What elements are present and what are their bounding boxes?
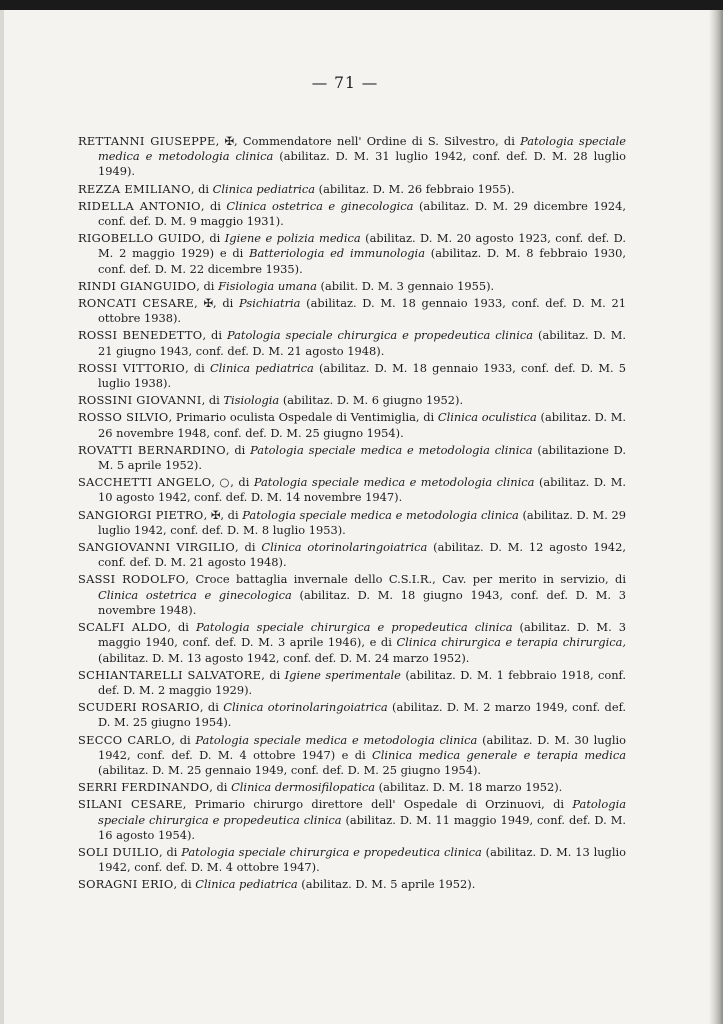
entry-details-secondary: (abilitaz. D. M. 25 gennaio 1949, conf. def. D. M. 25 giugno 1954). [98, 762, 482, 777]
entry-prefix: di [178, 620, 196, 635]
entry-prefix: di [269, 667, 285, 682]
entry-separator: , ✠, [203, 507, 228, 522]
list-item [78, 877, 626, 892]
entry-prefix: di [203, 278, 219, 293]
entry-subject-secondary: Clinica chirurgica e terapia chirurgica, [396, 635, 626, 650]
entry-separator: , [196, 278, 204, 293]
entry-subject: Patologia speciale medica e metodologia clinica [253, 475, 535, 490]
entry-details: (abilitaz. D. M. 13 luglio 1942, conf. def. D. M. 4 ottobre 1947). [98, 844, 626, 875]
list-item [78, 620, 626, 666]
entry-name: ROSSI VITTORIO [78, 360, 186, 375]
entry-prefix: di [234, 442, 251, 457]
entry-name: RIGOBELLO GUIDO [78, 231, 202, 246]
entry-name: ROSSO SILVIO [78, 410, 169, 425]
entry-details: (abilitaz. D. M. 31 luglio 1942, conf. def. D. M. 28 luglio 1949). [98, 149, 626, 179]
entry-separator: , [185, 572, 196, 587]
entry-name: SASSI RODOLFO [78, 572, 186, 587]
entry-details: (abilitaz. D. M. 26 febbraio 1955). [315, 181, 515, 196]
entry-subject: Psichiatria [239, 296, 301, 311]
entry-prefix: Primario chirurgo direttore dell' Ospedale di Orzinuovi, di [194, 797, 573, 812]
entry-prefix: di [193, 360, 210, 375]
entry-subject: Clinica pediatrica [212, 181, 316, 196]
list-item [78, 296, 626, 326]
entry-prefix: di [222, 296, 239, 311]
entry-name: RONCATI CESARE [78, 296, 195, 311]
entry-subject: Patologia speciale chirurgica e propedeutica clinica [226, 328, 534, 343]
scan-left-edge [0, 10, 4, 1024]
entry-separator: , ✠, [215, 134, 243, 148]
entry-name: SACCHETTI ANGELO [78, 475, 212, 490]
entry-prefix: di [166, 844, 182, 859]
list-item [78, 361, 626, 391]
entry-details: (abilitaz. D. M. 20 agosto 1923, conf. def. D. M. 2 maggio 1929) e di [98, 231, 626, 261]
entry-name: SOLI DUILIO [78, 844, 159, 859]
entry-subject: Clinica ostetrica e ginecologica [98, 587, 292, 602]
entry-details: (abilitaz. D. M. 10 agosto 1942, conf. def. D. M. 14 novembre 1947). [98, 475, 626, 505]
list-item [78, 700, 626, 730]
entry-prefix: di [244, 540, 262, 555]
page-number: — 71 — [311, 74, 379, 92]
entry-separator: , [200, 198, 210, 213]
entry-subject-secondary: Clinica medica generale e terapia medica [372, 747, 626, 762]
list-item [78, 231, 626, 277]
entry-name: SECCO CARLO [78, 732, 172, 747]
entry-separator: , [235, 540, 245, 555]
entry-name: SERRI FERDINANDO [78, 780, 210, 795]
entry-name: SANGIOVANNI VIRGILIO [78, 540, 236, 555]
entry-separator: , [168, 410, 176, 425]
entry-separator: , [182, 797, 195, 812]
list-item [78, 182, 626, 197]
entry-subject: Fisiologia umana [218, 278, 317, 293]
list-item [78, 328, 626, 358]
entry-separator: , [185, 360, 194, 375]
entry-details: (abilitaz. D. M. 6 giugno 1952). [279, 393, 464, 408]
entry-prefix: di [179, 732, 196, 747]
list-item [78, 475, 626, 505]
entry-prefix: Croce battaglia invernale dello C.S.I.R., Cav. per merito in servizio, di [195, 572, 626, 587]
entry-prefix: Primario oculista Ospedale di Ventimiglia, di [175, 410, 438, 425]
entry-separator: , [199, 700, 208, 715]
entry-details: (abilitaz. D. M. 18 marzo 1952). [375, 780, 563, 795]
entry-list [78, 134, 626, 895]
entry-details: (abilitaz. D. M. 1 febbraio 1918, conf. def. D. M. 2 maggio 1929). [98, 667, 626, 697]
entry-prefix: di [209, 198, 227, 213]
list-item [78, 279, 626, 294]
entry-subject: Tisiologia [223, 393, 280, 408]
list-item [78, 540, 626, 570]
entry-prefix: di [207, 700, 224, 715]
entry-separator: , ✠, [194, 296, 223, 311]
entry-details: (abilitaz. D. M. 3 maggio 1940, conf. def. D. M. 3 aprile 1946), e di [98, 620, 627, 650]
list-item [78, 572, 626, 618]
list-item [78, 199, 626, 229]
entry-separator: , [225, 442, 235, 457]
list-item [78, 508, 626, 538]
entry-details: (abilit. D. M. 3 gennaio 1955). [316, 278, 495, 293]
entry-name: SILANI CESARE [78, 797, 183, 812]
entry-subject: Igiene sperimentale [284, 667, 401, 682]
entry-subject: Patologia speciale chirurgica e propedeutica clinica [195, 620, 513, 635]
entry-details: (abilitaz. D. M. 11 maggio 1949, conf. def. D. M. 16 agosto 1954). [98, 812, 626, 842]
entry-separator: , [202, 328, 212, 343]
entry-details: (abilitaz. D. M. 5 aprile 1952). [297, 877, 476, 892]
entry-details: (abilitaz. D. M. 30 luglio 1942, conf. def. D. M. 4 ottobre 1947) e di [98, 732, 627, 762]
list-item [78, 410, 626, 440]
entry-details: (abilitaz. D. M. 21 giugno 1943, conf. def. D. M. 21 agosto 1948). [98, 328, 626, 358]
list-item [78, 797, 626, 843]
entry-prefix: di [208, 393, 224, 408]
entry-name: ROVATTI BERNARDINO [78, 442, 226, 457]
list-item [78, 443, 626, 473]
entry-details-secondary: (abilitaz. D. M. 13 agosto 1942, conf. def. D. M. 24 marzo 1952). [98, 650, 470, 665]
entry-separator: , [190, 181, 199, 196]
scan-top-border [0, 0, 723, 10]
entry-subject: Patologia speciale medica e metodologia clinica [242, 507, 519, 522]
entry-separator: , [167, 620, 178, 635]
entry-prefix: di [216, 780, 232, 795]
entry-subject: Patologia speciale medica e metodologia clinica [195, 732, 478, 747]
list-item [78, 733, 626, 779]
entry-subject: Clinica otorinolaringoiatrica [223, 700, 388, 715]
entry-prefix: di [227, 507, 243, 522]
entry-name: RINDI GIANGUIDO [78, 278, 197, 293]
entry-prefix: di [238, 475, 254, 490]
entry-subject: Clinica oculistica [437, 410, 537, 425]
entry-subject: Clinica otorinolaringoiatrica [261, 540, 428, 555]
entry-name: SANGIORGI PIETRO [78, 507, 204, 522]
entry-prefix: Commendatore nell' Ordine di S. Silvestro, di [242, 134, 521, 148]
list-item [78, 845, 626, 875]
entry-subject: Clinica pediatrica [195, 877, 298, 892]
entry-name: SCUDERI ROSARIO [78, 700, 200, 715]
entry-separator: , [201, 393, 209, 408]
entry-details-secondary: (abilitaz. D. M. 8 febbraio 1930, conf. def. D. M. 22 dicembre 1935). [98, 246, 627, 276]
entry-name: SORAGNI ERIO [78, 877, 174, 892]
entry-separator: , [209, 780, 217, 795]
entry-separator: , ○, [211, 475, 239, 490]
entry-details: (abilitazione D. M. 5 aprile 1952). [98, 442, 627, 473]
list-item [78, 780, 626, 795]
entry-subject-secondary: Batteriologia ed immunologia [249, 246, 425, 261]
entry-details: (abilitaz. D. M. 18 gennaio 1933, conf. def. D. M. 21 ottobre 1938). [98, 296, 626, 326]
entry-prefix: di [211, 328, 227, 343]
entry-separator: , [171, 732, 180, 747]
entry-details: (abilitaz. D. M. 29 luglio 1942, conf. def. D. M. 8 luglio 1953). [98, 507, 626, 537]
entry-subject: Patologia speciale medica e metodologia clinica [250, 442, 533, 457]
entry-separator: , [173, 877, 181, 892]
entry-separator: , [201, 231, 210, 246]
entry-prefix: di [209, 231, 225, 246]
entry-details: (abilitaz. D. M. 29 dicembre 1924, conf. def. D. M. 9 maggio 1931). [98, 198, 626, 229]
entry-name: SCHIANTARELLI SALVATORE [78, 667, 262, 682]
entry-subject: Patologia speciale chirurgica e propedeutica clinica [181, 844, 482, 859]
list-item [78, 134, 626, 180]
entry-details: (abilitaz. D. M. 18 giugno 1943, conf. def. D. M. 3 novembre 1948). [98, 587, 627, 617]
entry-subject: Clinica ostetrica e ginecologica [226, 198, 414, 213]
entry-name: ROSSINI GIOVANNI [78, 393, 202, 408]
entry-name: RETTANNI GIUSEPPE [78, 134, 216, 148]
entry-subject: Clinica dermosifilopatica [231, 780, 376, 795]
entry-name: SCALFI ALDO [78, 620, 168, 635]
entry-details: (abilitaz. D. M. 12 agosto 1942, conf. def. D. M. 21 agosto 1948). [98, 540, 626, 570]
entry-name: ROSSI BENEDETTO [78, 328, 203, 343]
entry-details: (abilitaz. D. M. 26 novembre 1948, conf. def. D. M. 25 giugno 1954). [98, 410, 626, 440]
entry-separator: , [158, 844, 167, 859]
entry-subject: Igiene e polizia medica [224, 231, 361, 246]
entry-separator: , [261, 667, 270, 682]
scan-right-edge [709, 10, 723, 1024]
entry-name: RIDELLA ANTONIO [78, 198, 201, 213]
entry-details: (abilitaz. D. M. 2 marzo 1949, conf. def. D. M. 25 giugno 1954). [98, 700, 627, 730]
entry-name: REZZA EMILIANO [78, 181, 191, 196]
list-item [78, 393, 626, 408]
entry-prefix: di [198, 181, 213, 196]
list-item [78, 668, 626, 698]
entry-subject: Patologia speciale medica e metodologia clinica [98, 134, 626, 164]
entry-subject: Clinica pediatrica [209, 360, 314, 375]
entry-prefix: di [180, 877, 196, 892]
entry-details: (abilitaz. D. M. 18 gennaio 1933, conf. def. D. M. 5 luglio 1938). [98, 360, 627, 391]
entry-subject: Patologia speciale chirurgica e propedeutica clinica [98, 797, 627, 827]
